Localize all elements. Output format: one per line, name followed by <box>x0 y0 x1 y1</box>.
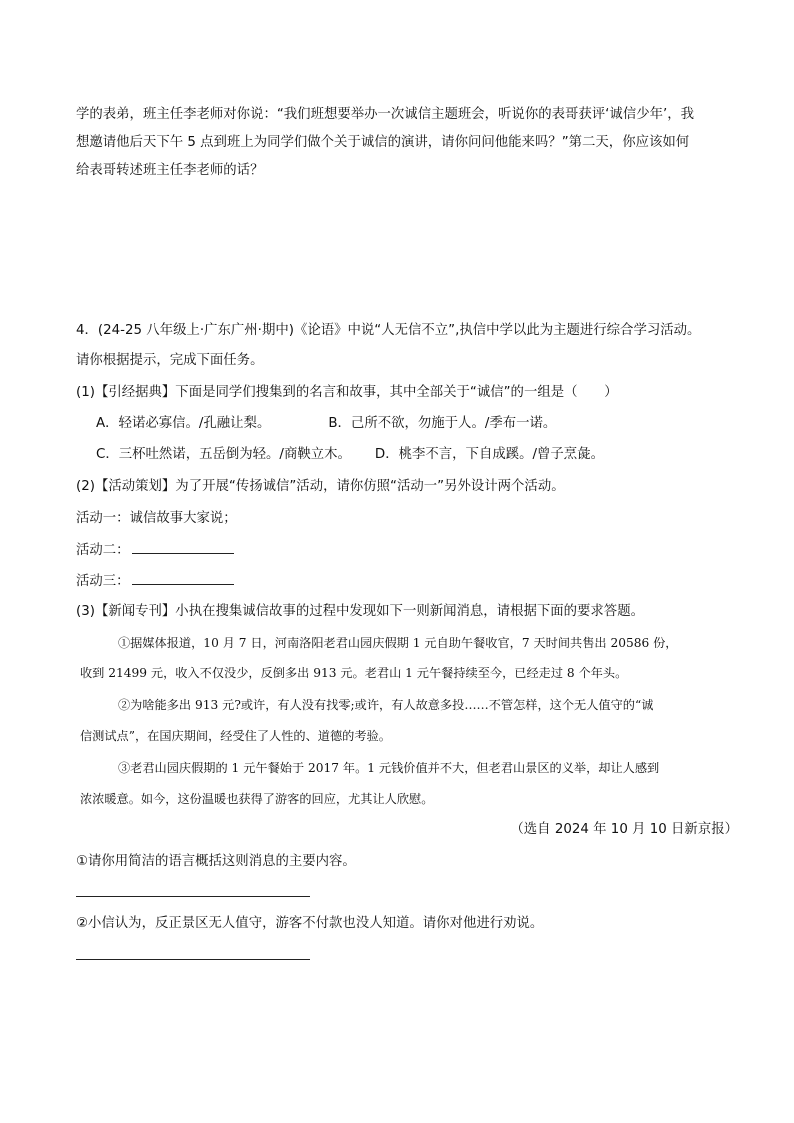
intro-line-2: 想邀请他后天下午 5 点到班上为同学们做个关于诚信的演讲，请你问问他能来吗？”第二天，你应该如何 <box>76 135 690 150</box>
question-4-stem-2: 请你根据提示，完成下面任务。 <box>76 353 264 368</box>
answer-line-a[interactable] <box>76 896 310 897</box>
activity-1: 活动一：诚信故事大家说； <box>76 511 237 526</box>
question-a: ①请你用简洁的语言概括这则消息的主要内容。 <box>76 854 356 869</box>
sub-question-3: (3)【新闻专刊】小执在搜集诚信故事的过程中发现如下一则新闻消息，请根据下面的要求答题。 <box>76 604 644 619</box>
sub-question-2: (2)【活动策划】为了开展“传扬诚信”活动，请你仿照“活动一”另外设计两个活动。 <box>76 479 565 494</box>
activity-2-row <box>76 541 234 560</box>
news-paragraph-1-line-2: 收到 21499 元，收入不仅没少，反倒多出 913 元。老君山 1 元午餐持续至今，已经走过 8 个年头。 <box>80 666 628 680</box>
sub-question-1: (1)【引经据典】下面是同学们搜集到的名言和故事，其中全部关于“诚信”的一组是（ ） <box>76 385 618 400</box>
activity-3-blank[interactable] <box>132 572 234 585</box>
news-paragraph-2-line-2: 信测试点”，在国庆期间，经受住了人性的、道德的考验。 <box>80 729 391 743</box>
activity-2-blank[interactable] <box>132 541 234 554</box>
news-paragraph-2-line-1: ②为啥能多出 913 元?或许，有人没有找零;或许，有人故意多投……不管怎样，这个无人值守的“诚 <box>118 698 654 712</box>
answer-line-b[interactable] <box>76 959 310 960</box>
activity-2-label: 活动二： <box>76 543 130 558</box>
option-a[interactable]: A．轻诺必寡信。/孔融让梨。 <box>96 416 271 431</box>
options-row-ab <box>96 415 556 433</box>
question-4-stem: 4．(24-25 八年级上·广东广州·期中)《论语》中说“人无信不立”,执信中学以此为主题进行综合学习活动。 <box>76 323 701 338</box>
intro-line-3: 给表哥转述班主任李老师的话？ <box>76 163 264 178</box>
activity-3-row <box>76 572 234 591</box>
news-paragraph-1-line-1: ①据媒体报道，10 月 7 日，河南洛阳老君山园庆假期 1 元自助午餐收官，7 天时间共售出 20586 份， <box>118 636 678 650</box>
option-b[interactable]: B．己所不欲，勿施于人。/季布一诺。 <box>328 416 557 431</box>
options-row-cd <box>96 446 604 464</box>
news-paragraph-3-line-2: 浓浓暖意。如今，这份温暖也获得了游客的回应，尤其让人欣慰。 <box>80 792 434 806</box>
activity-3-label: 活动三： <box>76 574 130 589</box>
intro-line-1: 学的表弟，班主任李老师对你说：“我们班想要举办一次诚信主题班会，听说你的表哥获评‘诚信少年’，我 <box>76 107 695 122</box>
news-source: （选自 2024 年 10 月 10 日新京报） <box>510 822 738 837</box>
option-d[interactable]: D．桃李不言，下自成蹊。/曾子烹彘。 <box>374 447 604 462</box>
option-c[interactable]: C．三杯吐然诺，五岳倒为轻。/商鞅立木。 <box>96 447 351 462</box>
question-b: ②小信认为，反正景区无人值守，游客不付款也没人知道。请你对他进行劝说。 <box>76 916 544 931</box>
news-paragraph-3-line-1: ③老君山园庆假期的 1 元午餐始于 2017 年。1 元钱价值并不大，但老君山景区的义举，却让人感到 <box>118 761 660 775</box>
